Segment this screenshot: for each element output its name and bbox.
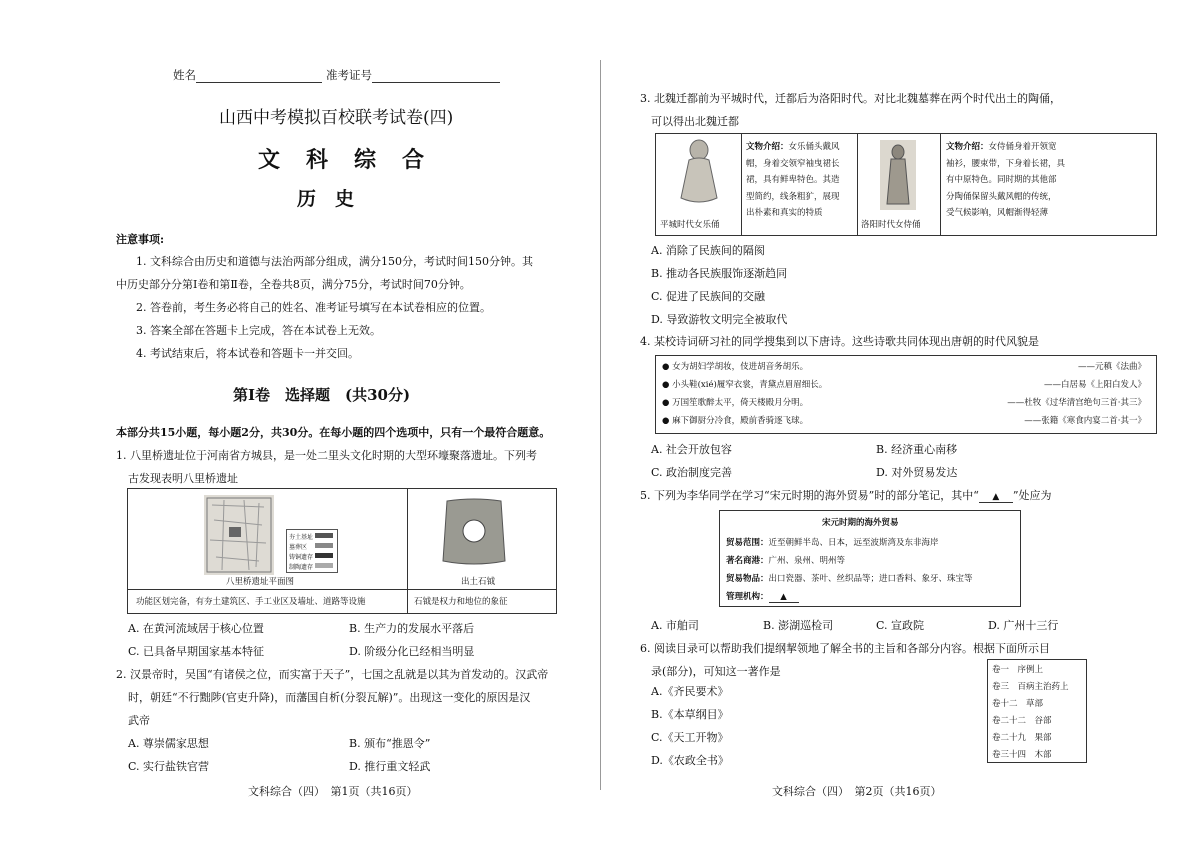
poem-source: ——张籍《寒食内宴二首·其一》 bbox=[1024, 416, 1146, 426]
poem-line: ● 麻下御厨分冷食，殿前香骑逐飞球。 bbox=[662, 416, 809, 426]
toc-item: 卷三十四 木部 bbox=[992, 750, 1052, 760]
q1-option[interactable]: C. 已具备早期国家基本特征 bbox=[128, 645, 265, 658]
q3-stem: 可以得出北魏迁都 bbox=[651, 115, 739, 128]
toc-item: 卷二十九 果部 bbox=[992, 733, 1052, 743]
q2-option[interactable]: D. 推行重文轻武 bbox=[349, 760, 431, 773]
map-legend bbox=[286, 529, 338, 573]
figurine-caption: 平城时代女乐俑 bbox=[660, 220, 720, 230]
poem-line: ● 小头鞋(xié)履窄衣裳，青黛点眉眉细长。 bbox=[662, 380, 828, 390]
note-key: 贸易物品： bbox=[726, 574, 769, 584]
note-line bbox=[726, 554, 845, 566]
q6-option[interactable]: A.《齐民要术》 bbox=[651, 685, 729, 698]
note-line bbox=[726, 572, 973, 584]
q4-option[interactable]: C. 政治制度完善 bbox=[651, 466, 733, 479]
q3-intro-1 bbox=[746, 139, 840, 222]
note-key: 管理机构： bbox=[726, 592, 769, 602]
q4-option[interactable]: D. 对外贸易发达 bbox=[876, 466, 958, 479]
legend-item: 制陶遗存 bbox=[289, 564, 314, 571]
intro-text: 女乐俑头戴风 bbox=[788, 142, 840, 152]
q1-stem: 古发现表明八里桥遗址 bbox=[128, 472, 238, 485]
notice-line: 中历史部分分第Ⅰ卷和第Ⅱ卷，全卷共8页，满分75分，考试时间70分钟。 bbox=[116, 278, 471, 291]
legend-item: 铸铜遗存 bbox=[289, 554, 314, 561]
q5-stem-post: ”处应为 bbox=[1012, 489, 1052, 502]
intro-text: 出朴素和真实的特质 bbox=[746, 208, 823, 218]
note-value: 广州、泉州、明州等 bbox=[768, 556, 846, 566]
note-title: 宋元时期的海外贸易 bbox=[822, 518, 899, 528]
q4-stem: 4. 某校诗词研习社的同学搜集到以下唐诗。这些诗歌共同体现出唐朝的时代风貌是 bbox=[640, 335, 1039, 348]
toc-item: 卷三 百病主治药上 bbox=[992, 682, 1069, 692]
subject-title: 文 科 综 合 bbox=[258, 147, 427, 173]
q5-stem bbox=[640, 487, 1052, 503]
intro-text: 裙，具有鲜卑特色。其造 bbox=[746, 175, 840, 185]
poem-source: ——元稹《法曲》 bbox=[1077, 362, 1146, 372]
toc-item: 卷十二 草部 bbox=[992, 699, 1044, 709]
intro-label: 文物介绍： bbox=[746, 142, 789, 152]
female-attendant-figurine bbox=[876, 138, 920, 212]
q3-option[interactable]: D. 导致游牧文明完全被取代 bbox=[651, 313, 788, 326]
section-title: 第Ⅰ卷 选择题 (共30分) bbox=[233, 386, 411, 404]
toc-item: 卷二十二 谷部 bbox=[992, 716, 1052, 726]
q3-figure-table bbox=[655, 133, 1157, 236]
exam-id-label: 准考证号 bbox=[326, 68, 372, 82]
q5-blank: ▲ bbox=[979, 492, 1013, 503]
intro-label: 文物介绍： bbox=[946, 142, 989, 152]
poem-source: ——杜牧《过华清宫绝句三首·其三》 bbox=[1007, 398, 1146, 408]
stone-axe-drawing bbox=[439, 495, 509, 569]
q1-option[interactable]: A. 在黄河流域居于核心位置 bbox=[128, 622, 264, 635]
poem-line: ● 万国笙歌醉太平，倚天楼殿月分明。 bbox=[662, 398, 809, 408]
poem-line: ● 女为胡妇学胡妆，伎进胡音务胡乐。 bbox=[662, 362, 809, 372]
site-plan-caption: 八里桥遗址平面图 bbox=[226, 577, 295, 587]
section-intro: 本部分共15小题，每小题2分，共30分。在每小题的四个选项中，只有一个最符合题意。 bbox=[116, 426, 551, 439]
exam-id-field bbox=[326, 67, 500, 83]
intro-text: 型简约，线条粗犷，展现 bbox=[746, 191, 840, 202]
q5-option[interactable]: D. 广州十三行 bbox=[988, 619, 1059, 632]
q2-stem: 时，朝廷“不行黜陟(官吏升降)，而藩国自析(分裂瓦解)”。出现这一变化的原因是汉 bbox=[128, 691, 531, 704]
legend-item: 墓葬区 bbox=[289, 544, 308, 551]
q6-stem: 录(部分)，可知这一著作是 bbox=[651, 665, 781, 678]
q2-option[interactable]: A. 尊崇儒家思想 bbox=[128, 737, 209, 750]
toc-item: 卷一 序例上 bbox=[992, 665, 1044, 675]
intro-text: 女侍俑身着开领宽 bbox=[988, 142, 1057, 152]
q6-option[interactable]: B.《本草纲目》 bbox=[651, 708, 729, 721]
figurine-drawing bbox=[677, 138, 721, 208]
q1-desc: 石钺是权力和地位的象征 bbox=[414, 597, 508, 607]
q6-option[interactable]: D.《农政全书》 bbox=[651, 754, 729, 767]
poem-source: ——白居易《上阳白发人》 bbox=[1043, 380, 1146, 390]
q5-option[interactable]: C. 宣政院 bbox=[876, 619, 925, 632]
intro-text: 受气候影响，风帽渐得轻薄 bbox=[946, 208, 1049, 218]
note-value: 出口瓷器、茶叶、丝织品等；进口香料、象牙、珠宝等 bbox=[768, 574, 973, 584]
q1-desc: 功能区划完备，有夯土建筑区、手工业区及墙址、道路等设施 bbox=[136, 597, 366, 607]
q5-option[interactable]: B. 澎湖巡检司 bbox=[763, 619, 834, 632]
q6-option[interactable]: C.《天工开物》 bbox=[651, 731, 729, 744]
q6-stem: 6. 阅读目录可以帮助我们提纲挈领地了解全书的主旨和各部分内容。根据下面所示目 bbox=[640, 642, 1050, 655]
stone-axe-caption: 出土石钺 bbox=[461, 577, 496, 587]
stone-axe-image bbox=[439, 495, 509, 569]
q3-option[interactable]: C. 促进了民族间的交融 bbox=[651, 290, 766, 303]
q4-option[interactable]: B. 经济重心南移 bbox=[876, 443, 958, 456]
footer-right: 文科综合（四） 第2页（共16页） bbox=[772, 785, 942, 798]
note-key: 贸易范围： bbox=[726, 538, 769, 548]
q2-stem: 2. 汉景帝时，吴国“有诸侯之位，而实富于天子”，七国之乱就是以其为首发动的。汉武帝 bbox=[116, 668, 549, 681]
q1-stem: 1. 八里桥遗址位于河南省方城县，是一处二里头文化时期的大型环壕聚落遗址。下列考 bbox=[116, 449, 537, 462]
notice-heading: 注意事项: bbox=[116, 233, 165, 246]
note-value: ▲ bbox=[769, 592, 799, 603]
q2-stem: 武帝 bbox=[128, 714, 150, 727]
subsubject-title: 历 史 bbox=[297, 188, 355, 210]
note-line bbox=[726, 590, 799, 603]
q4-option[interactable]: A. 社会开放包容 bbox=[651, 443, 732, 456]
footer-left: 文科综合（四） 第1页（共16页） bbox=[248, 785, 418, 798]
site-plan-drawing bbox=[204, 495, 274, 575]
name-label: 姓名 bbox=[173, 68, 196, 82]
q6-toc-box bbox=[987, 659, 1087, 763]
site-plan-image bbox=[204, 495, 274, 575]
legend-item: 夯土基址 bbox=[289, 534, 314, 541]
q1-figure-table bbox=[127, 488, 557, 614]
q5-option[interactable]: A. 市舶司 bbox=[651, 619, 699, 632]
q2-option[interactable]: C. 实行盐铁官营 bbox=[128, 760, 210, 773]
note-key: 著名商港： bbox=[726, 556, 769, 566]
q1-option[interactable]: B. 生产力的发展水平落后 bbox=[349, 622, 475, 635]
intro-text: 分陶俑保留头戴风帽的传统， bbox=[946, 191, 1057, 202]
intro-text: 有中原特色。同时期的其他部 bbox=[946, 175, 1057, 185]
q2-option[interactable]: B. 颁布“推恩令” bbox=[349, 737, 431, 750]
notice-line: 1. 文科综合由历史和道德与法治两部分组成，满分150分，考试时间150分钟。其 bbox=[136, 255, 533, 268]
notice-line: 4. 考试结束后，将本试卷和答题卡一并交回。 bbox=[136, 347, 359, 360]
name-blank[interactable] bbox=[196, 71, 322, 83]
note-line bbox=[726, 536, 939, 548]
female-musician-figurine bbox=[677, 138, 721, 208]
figurine-drawing bbox=[876, 138, 920, 212]
q1-option[interactable]: D. 阶级分化已经相当明显 bbox=[349, 645, 475, 658]
q3-option[interactable]: B. 推动各民族服饰逐渐趋同 bbox=[651, 267, 788, 280]
q4-poems-box bbox=[655, 355, 1157, 434]
q3-option[interactable]: A. 消除了民族间的隔阂 bbox=[651, 244, 765, 257]
intro-text: 帽，身着交领窄袖曳裙长 bbox=[746, 158, 840, 169]
exam-id-blank[interactable] bbox=[372, 71, 500, 83]
notice-line: 3. 答案全部在答题卡上完成，答在本试卷上无效。 bbox=[136, 324, 381, 337]
note-value: 近至朝鲜半岛、日本，远至波斯湾及东非海岸 bbox=[768, 538, 939, 548]
q5-note-box bbox=[719, 510, 1021, 607]
q3-stem: 3. 北魏迁都前为平城时代，迁都后为洛阳时代。对比北魏墓葬在两个时代出土的陶俑， bbox=[640, 92, 1061, 105]
figurine-caption: 洛阳时代女侍俑 bbox=[861, 220, 921, 230]
q5-stem-pre: 5. 下列为李华同学在学习“宋元时期的海外贸易”时的部分笔记，其中“ bbox=[640, 489, 979, 502]
q3-intro-2 bbox=[946, 139, 1065, 222]
notice-line: 2. 答卷前，考生务必将自己的姓名、准考证号填写在本试卷相应的位置。 bbox=[136, 301, 491, 314]
name-field bbox=[173, 67, 322, 83]
page-right bbox=[600, 0, 1200, 849]
intro-text: 袖衫，腰束带，下身着长裙，具 bbox=[946, 158, 1066, 169]
exam-title: 山西中考模拟百校联考试卷(四) bbox=[219, 108, 454, 128]
